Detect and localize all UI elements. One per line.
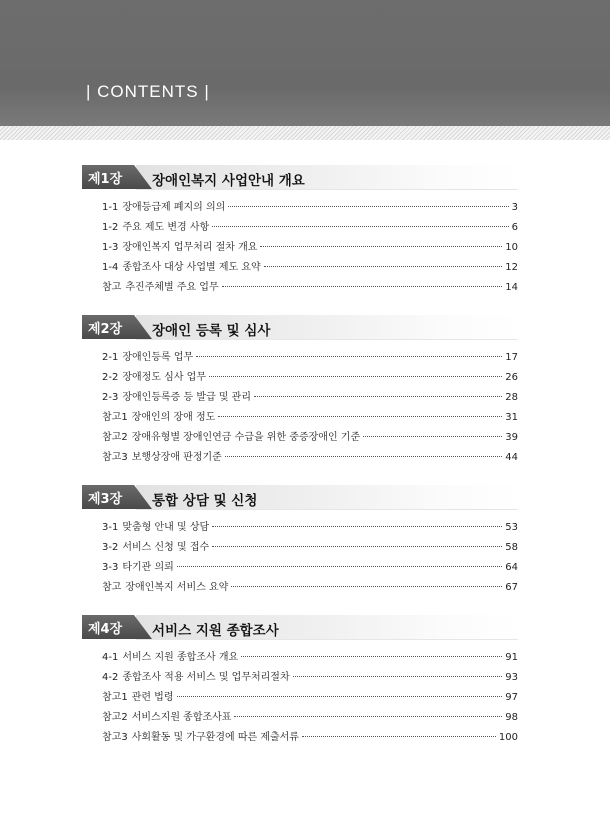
entry-number: 2-1 — [102, 352, 119, 363]
entry-title: 서비스 신청 및 접수 — [122, 542, 210, 553]
entry-page: 26 — [505, 372, 518, 383]
entry-list — [102, 198, 518, 298]
entry-page: 64 — [505, 562, 518, 573]
entry-number: 1-2 — [102, 222, 119, 233]
chapter-title: 통합 상담 및 신청 — [152, 493, 258, 509]
toc-entry[interactable] — [102, 538, 518, 558]
dot-leader — [209, 376, 502, 377]
chapter-2 — [82, 315, 518, 463]
entry-title: 장애인복지 업무처리 절차 개요 — [122, 242, 258, 253]
entry-title: 장애인등록 업무 — [122, 352, 194, 363]
toc-entry[interactable] — [102, 688, 518, 708]
chapter-badge-label: 제2장 — [88, 322, 123, 337]
entry-number: 3-1 — [102, 522, 119, 533]
dot-leader — [254, 396, 502, 397]
dot-leader — [363, 436, 502, 437]
entry-title: 추진주체별 주요 업무 — [125, 282, 219, 293]
toc-entry[interactable] — [102, 728, 518, 748]
chapter-title: 장애인복지 사업안내 개요 — [152, 173, 305, 189]
entry-page: 12 — [505, 262, 518, 273]
entry-title: 주요 제도 변경 사항 — [122, 222, 210, 233]
dot-leader — [218, 416, 502, 417]
page-title: | CONTENTS | — [86, 82, 210, 101]
entry-title: 보행상장애 판정기준 — [131, 452, 222, 463]
entry-title: 관련 법령 — [131, 692, 174, 703]
dot-leader — [222, 286, 503, 287]
entry-number: 참고3 — [102, 732, 128, 743]
toc-entry[interactable] — [102, 218, 518, 238]
entry-title: 장애인등록증 등 발급 및 관리 — [122, 392, 251, 403]
entry-title: 서비스 지원 종합조사 개요 — [122, 652, 239, 663]
entry-page: 67 — [505, 582, 518, 593]
entry-number: 1-3 — [102, 242, 119, 253]
header-banner — [0, 0, 610, 126]
chapter-1 — [82, 165, 518, 293]
toc-entry[interactable] — [102, 198, 518, 218]
chapter-badge-label: 제3장 — [88, 492, 123, 507]
entry-page: 10 — [505, 242, 518, 253]
chapter-header[interactable] — [82, 615, 518, 639]
dot-leader — [234, 716, 502, 717]
entry-number: 2-2 — [102, 372, 119, 383]
entry-number: 참고2 — [102, 432, 128, 443]
entry-title: 종합조사 적용 서비스 및 업무처리절차 — [122, 672, 290, 683]
chapter-header[interactable] — [82, 165, 518, 189]
dot-leader — [302, 736, 496, 737]
entry-number: 참고1 — [102, 412, 128, 423]
chapter-3 — [82, 485, 518, 593]
entry-number: 참고1 — [102, 692, 128, 703]
toc-entry[interactable] — [102, 258, 518, 278]
dot-leader — [260, 246, 502, 247]
entry-page: 97 — [505, 692, 518, 703]
dot-leader — [241, 656, 502, 657]
entry-title: 장애인의 장애 정도 — [131, 412, 216, 423]
toc-entry[interactable] — [102, 278, 518, 298]
dot-leader — [212, 546, 502, 547]
dot-leader — [293, 676, 503, 677]
entry-page: 17 — [505, 352, 518, 363]
entry-number: 참고 — [102, 282, 122, 293]
dot-leader — [231, 586, 502, 587]
entry-number: 3-3 — [102, 562, 119, 573]
toc-entry[interactable] — [102, 518, 518, 538]
chapter-4 — [82, 615, 518, 743]
entry-list — [102, 648, 518, 748]
toc-entry[interactable] — [102, 428, 518, 448]
entry-number: 1-1 — [102, 202, 119, 213]
chapter-header[interactable] — [82, 315, 518, 339]
entry-number: 4-2 — [102, 672, 119, 683]
entry-number: 참고2 — [102, 712, 128, 723]
entry-title: 사회활동 및 가구환경에 따른 제출서류 — [131, 732, 299, 743]
chapter-title: 장애인 등록 및 심사 — [152, 323, 271, 339]
entry-page: 39 — [505, 432, 518, 443]
dot-leader — [212, 226, 508, 227]
dot-leader — [264, 266, 503, 267]
entry-page: 14 — [505, 282, 518, 293]
chapter-title: 서비스 지원 종합조사 — [152, 623, 279, 639]
chapter-badge-label: 제1장 — [88, 172, 123, 187]
toc-entry[interactable] — [102, 448, 518, 468]
entry-number: 참고3 — [102, 452, 128, 463]
entry-number: 4-1 — [102, 652, 119, 663]
entry-page: 44 — [505, 452, 518, 463]
toc-entry[interactable] — [102, 648, 518, 668]
toc-entry[interactable] — [102, 408, 518, 428]
entry-page: 53 — [505, 522, 518, 533]
entry-list — [102, 518, 518, 598]
dot-leader — [196, 356, 502, 357]
toc-entry[interactable] — [102, 558, 518, 578]
entry-title: 맞춤형 안내 및 상담 — [122, 522, 210, 533]
entry-title: 장애유형별 장애인연금 수급을 위한 중증장애인 기준 — [131, 432, 361, 443]
dot-leader — [177, 696, 503, 697]
chapter-header[interactable] — [82, 485, 518, 509]
entry-title: 서비스지원 종합조사표 — [131, 712, 232, 723]
toc-entry[interactable] — [102, 238, 518, 258]
toc-entry[interactable] — [102, 668, 518, 688]
toc-entry[interactable] — [102, 578, 518, 598]
entry-number: 1-4 — [102, 262, 119, 273]
dot-leader — [212, 526, 502, 527]
dot-leader — [228, 206, 508, 207]
entry-page: 93 — [505, 672, 518, 683]
entry-title: 종합조사 대상 사업별 제도 요약 — [122, 262, 261, 273]
toc-entry[interactable] — [102, 388, 518, 408]
entry-page: 31 — [505, 412, 518, 423]
entry-page: 58 — [505, 542, 518, 553]
entry-page: 6 — [511, 222, 518, 233]
hatched-divider — [0, 126, 610, 140]
chapter-badge-label: 제4장 — [88, 622, 123, 637]
entry-page: 91 — [505, 652, 518, 663]
entry-page: 28 — [505, 392, 518, 403]
dot-leader — [225, 456, 502, 457]
dot-leader — [177, 566, 502, 567]
entry-title: 장애정도 심사 업무 — [122, 372, 206, 383]
entry-number: 2-3 — [102, 392, 119, 403]
toc-entry[interactable] — [102, 348, 518, 368]
entry-number: 참고 — [102, 582, 122, 593]
entry-list — [102, 348, 518, 468]
entry-title: 타기관 의뢰 — [122, 562, 174, 573]
entry-page: 98 — [505, 712, 518, 723]
entry-title: 장애인복지 서비스 요약 — [125, 582, 229, 593]
toc-entry[interactable] — [102, 368, 518, 388]
entry-page: 100 — [498, 732, 518, 743]
entry-number: 3-2 — [102, 542, 119, 553]
entry-page: 3 — [511, 202, 518, 213]
toc-entry[interactable] — [102, 708, 518, 728]
entry-title: 장애등급제 폐지의 의의 — [122, 202, 226, 213]
